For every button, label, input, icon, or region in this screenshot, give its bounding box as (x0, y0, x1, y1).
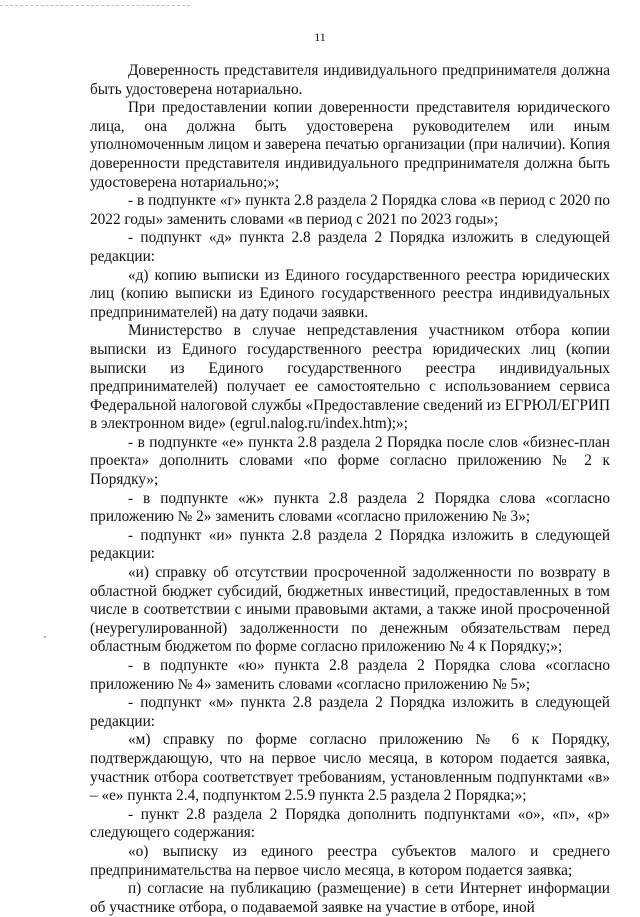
document-body (90, 62, 610, 917)
paragraph: - в подпункте «е» пункта 2.8 раздела 2 Порядка после слов «бизнес-план проекта» дополнить словами «по форме согласно приложению № 2 к Порядку»; (90, 433, 610, 489)
paragraph: Доверенность представителя индивидуального предпринимателя должна быть удостоверена нотариально. (90, 62, 610, 98)
scan-speck (44, 636, 46, 638)
paragraph: - пункт 2.8 раздела 2 Порядка дополнить подпунктами «о», «п», «р» следующего содержания: (90, 805, 610, 842)
paragraph: - подпункт «м» пункта 2.8 раздела 2 Порядка изложить в следующей редакции: (90, 694, 610, 730)
scan-edge-line (0, 5, 190, 6)
paragraph: «д) копию выписки из Единого государственного реестра юридических лиц (копию выписки из Единого государственного реестра индивидуальных предпринимателей) на дату подачи заявки. (90, 266, 610, 321)
paragraph: При предоставлении копии доверенности представителя юридического лица, она должна быть удостоверена руководителем или иным уполномоченным лицом и заверена печатью организации (при наличии). Копия доверенности представителя индивидуального предпринимателя должна быть удостоверена нотариально;»; (90, 99, 610, 191)
paragraph: - в подпункте «г» пункта 2.8 раздела 2 Порядка слова «в период с 2020 по 2022 годы» заменить словами «в период с 2021 по 2023 годы»; (90, 192, 610, 228)
paragraph: - в подпункте «ю» пункта 2.8 раздела 2 Порядка слова «согласно приложению № 4» заменить словами «согласно приложению № 5»; (90, 657, 610, 693)
paragraph: - подпункт «д» пункта 2.8 раздела 2 Порядка изложить в следующей редакции: (90, 229, 610, 265)
page-number: 11 (314, 30, 326, 44)
paragraph: «о) выписку из единого реестра субъектов малого и среднего предпринимательства на первое число месяца, в котором подается заявка; (90, 842, 610, 879)
paragraph: «м) справку по форме согласно приложению № 6 к Порядку, подтверждающую, что на первое число месяца, в котором подается заявка, участник отбора соответствует требованиям, установленным подпунктами «в» – «е» пункта 2.4, подпунктом 2.5.9 пункта 2.5 раздела 2 Порядка;»; (90, 731, 610, 805)
paragraph: п) согласие на публикацию (размещение) в сети Интернет информации об участнике отбора, о подаваемой заявке на участие в отборе, иной (90, 880, 610, 916)
paragraph: - в подпункте «ж» пункта 2.8 раздела 2 Порядка слова «согласно приложению № 2» заменить словами «согласно приложению № 3»; (90, 489, 610, 526)
paragraph: - подпункт «и» пункта 2.8 раздела 2 Порядка изложить в следующей редакции: (90, 526, 610, 563)
paragraph: «и) справку об отсутствии просроченной задолженности по возврату в областной бюджет субсидий, бюджетных инвестиций, предоставленных в том числе в соответствии с иными правовыми актами, а также иной просроченной (неурегулированной) задолженности по денежным обязательствам перед областным бюджетом по форме согласно приложению № 4 к Порядку;»; (90, 564, 610, 656)
paragraph: Министерство в случае непредставления участником отбора копии выписки из Единого государственного реестра юридических лиц (копии выписки из Единого государственного реестра индивидуальных предпринимателей) получает ее самостоятельно с использованием сервиса Федеральной налоговой службы «Предоставление сведений из ЕГРЮЛ/ЕГРИП в электронном виде» (egrul.nalog.ru/index.htm);»; (90, 322, 610, 433)
